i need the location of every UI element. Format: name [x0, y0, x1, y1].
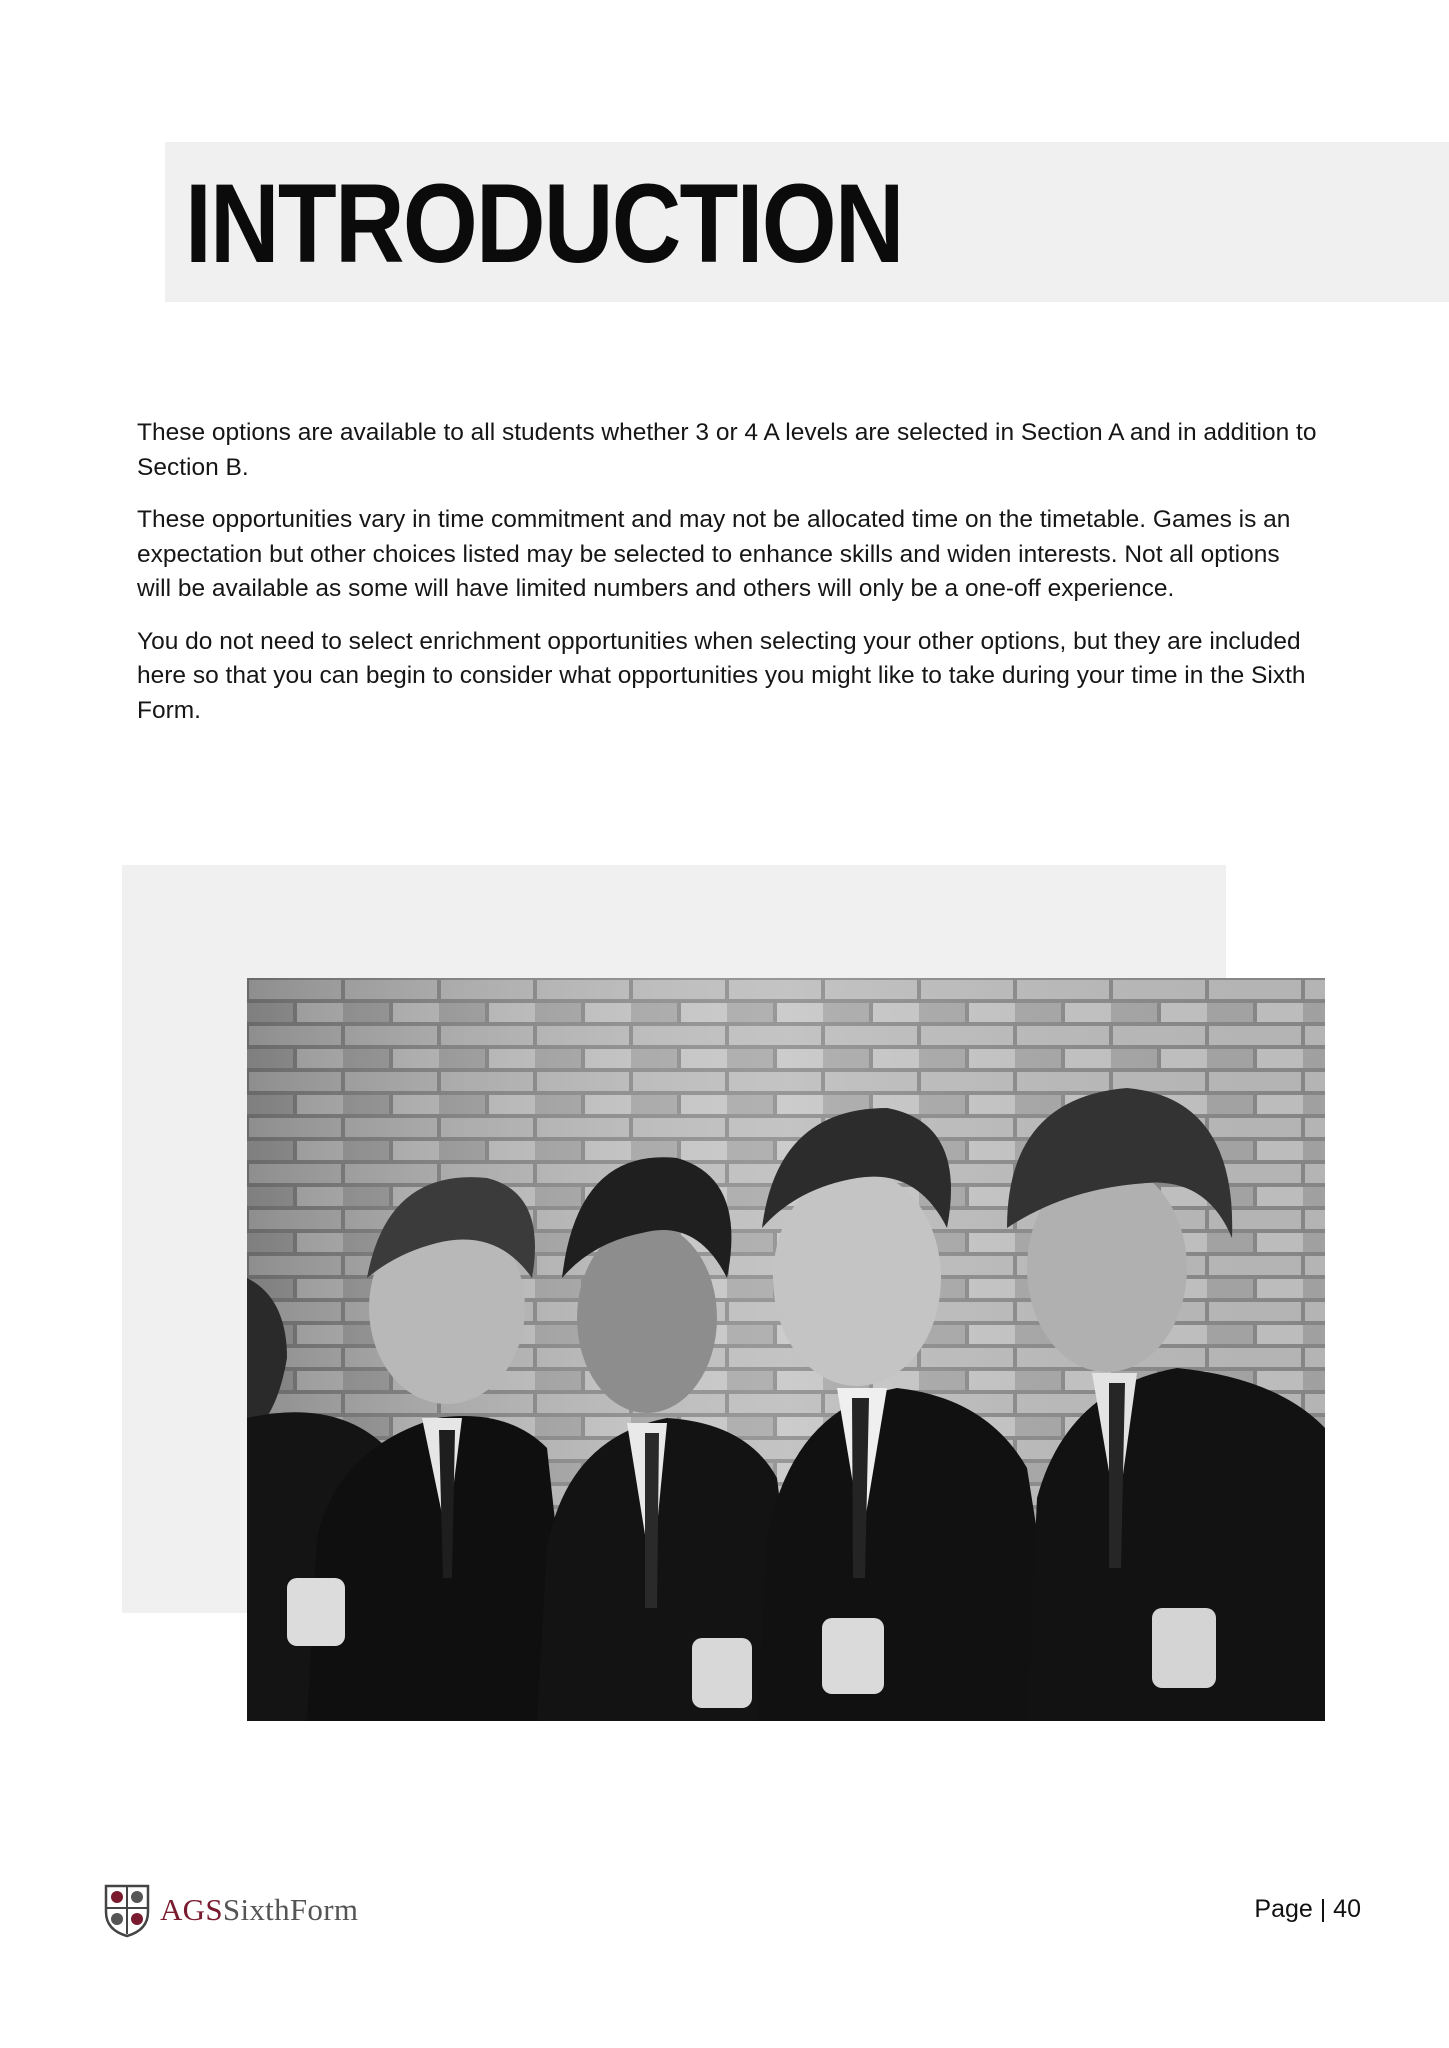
footer-logo	[102, 1882, 358, 1938]
brand-prefix: AGS	[160, 1892, 223, 1927]
intro-paragraph-2: These opportunities vary in time commitment and may not be allocated time on the timetable. Games is an expectation but other choices listed may be selected to enhance skills and widen interests. Not all options will be available as some will have limited numbers and others will only be a one-off experience.	[137, 506, 1291, 602]
school-crest-icon	[102, 1882, 152, 1938]
page-number: Page | 40	[1254, 1895, 1361, 1923]
intro-paragraph-3: You do not need to select enrichment opportunities when selecting your other options, but they are included here so that you can begin to consider what opportunities you might like to take during your time in the Sixth Form.	[137, 627, 1306, 724]
students-photo	[247, 978, 1325, 1721]
brand-name	[160, 1892, 358, 1928]
intro-paragraph-1: These options are available to all students whether 3 or 4 A levels are selected in Section A and in addition to Section B.	[137, 419, 1317, 481]
brand-suffix: SixthForm	[222, 1892, 359, 1927]
page-title: INTRODUCTION	[185, 161, 903, 286]
intro-text	[137, 416, 1317, 746]
